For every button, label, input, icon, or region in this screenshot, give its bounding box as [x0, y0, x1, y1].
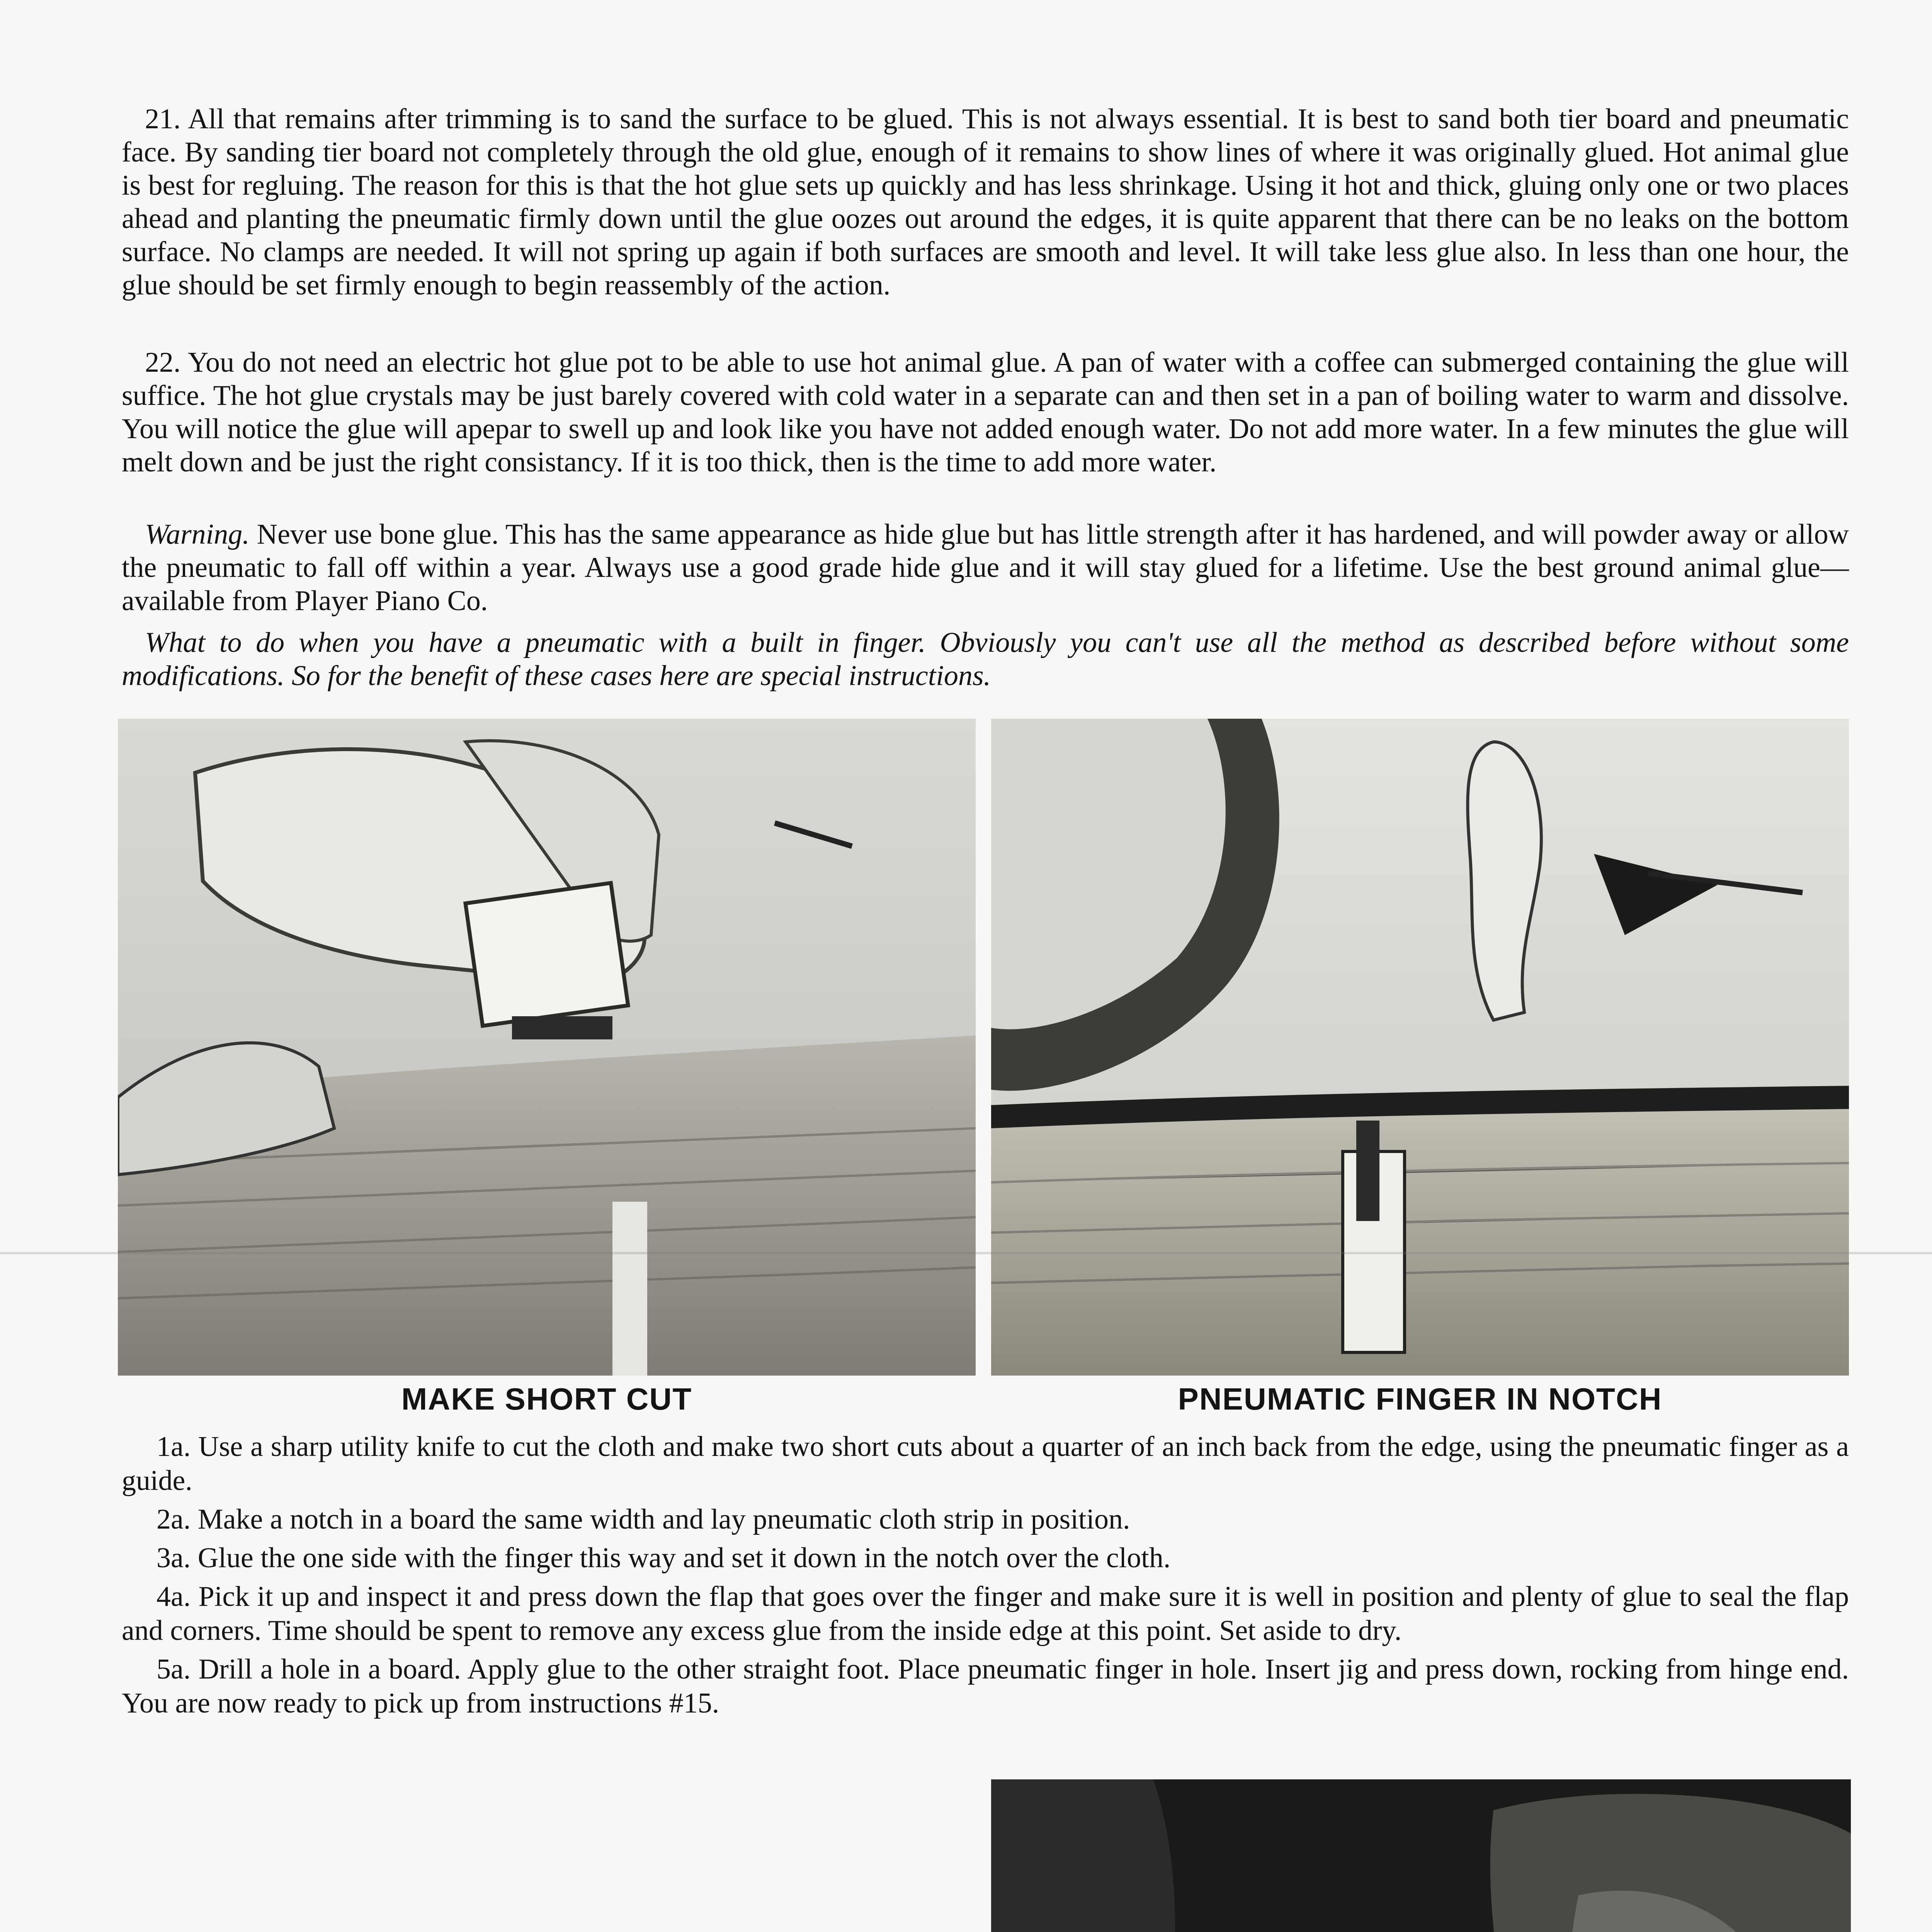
paragraph-21: 21. All that remains after trimming is to sand the surface to be glued. This is not always essential. It is best to sand both tier board and pneumatic face. By sanding tier board not completely through the old glue, enough of it remains to show lines of where it was originally glued. Hot animal glue is best for regluing. The reason for this is that the hot glue sets up quickly and has less shrinkage. Using it hot and thick, gluing only one or two places ahead and planting the pneumatic firmly down until the glue oozes out around the edges, it is quite apparent that there can be no leaks on the bottom surface. No clamps are needed. It will not spring up again if both surfaces are smooth and level. It will take less glue also. In less than one hour, the glue should be set firmly enough to begin reassembly of the action.	[122, 103, 1849, 301]
photo-pneumatic-finger-in-hole	[991, 1779, 1851, 1932]
photo-pneumatic-finger-in-notch	[991, 719, 1849, 1376]
warning-text: Never use bone glue. This has the same appearance as hide glue but has little strength after it has hardened, and will powder away or allow the pneumatic to fall off within a year. Always use a good grade hide glue and it will stay glued for a lifetime. Use the best ground animal glue— available from Player Piano Co.	[122, 519, 1849, 617]
photo-make-short-cut	[118, 719, 976, 1376]
step-2a: 2a. Make a notch in a board the same width and lay pneumatic cloth strip in position.	[156, 1503, 1130, 1535]
step-4a: 4a. Pick it up and inspect it and press down the flap that goes over the finger and make sure it is well in position and plenty of glue to seal the flap and corners. Time should be spent to remove any excess glue from the inside edge at this point. Set aside to dry.	[122, 1581, 1849, 1646]
warning-label: Warning.	[145, 519, 250, 550]
warning-paragraph	[122, 518, 1849, 617]
steps-list	[122, 1430, 1849, 1725]
caption-make-short-cut: MAKE SHORT CUT	[401, 1382, 692, 1416]
fold-crease	[0, 1252, 1932, 1254]
caption-finger-in-notch: PNEUMATIC FINGER IN NOTCH	[1178, 1382, 1662, 1416]
builtin-finger-note: What to do when you have a pneumatic with a built in finger. Obviously you can't use all the method as described before without some modifications. So for the benefit of these cases here are special instructions.	[122, 627, 1849, 692]
step-1a: 1a. Use a sharp utility knife to cut the cloth and make two short cuts about a quarter of an inch back from the edge, using the pneumatic finger as a guide.	[122, 1431, 1849, 1497]
step-5a: 5a. Drill a hole in a board. Apply glue to the other straight foot. Place pneumatic finger in hole. Insert jig and press down, rocking from hinge end. You are now ready to pick up from instructions #15.	[122, 1653, 1849, 1719]
step-3a: 3a. Glue the one side with the finger this way and set it down in the notch over the cloth.	[156, 1542, 1171, 1574]
paragraph-22: 22. You do not need an electric hot glue pot to be able to use hot animal glue. A pan of water with a coffee can submerged containing the glue will suffice. The hot glue crystals may be just barely covered with cold water in a separate can and then set in a pan of boiling water to warm and dissolve. You will notice the glue will apepar to swell up and look like you have not added enough water. Do not add more water. In a few minutes the glue will melt down and be just the right consistancy. If it is too thick, then is the time to add more water.	[122, 347, 1849, 478]
